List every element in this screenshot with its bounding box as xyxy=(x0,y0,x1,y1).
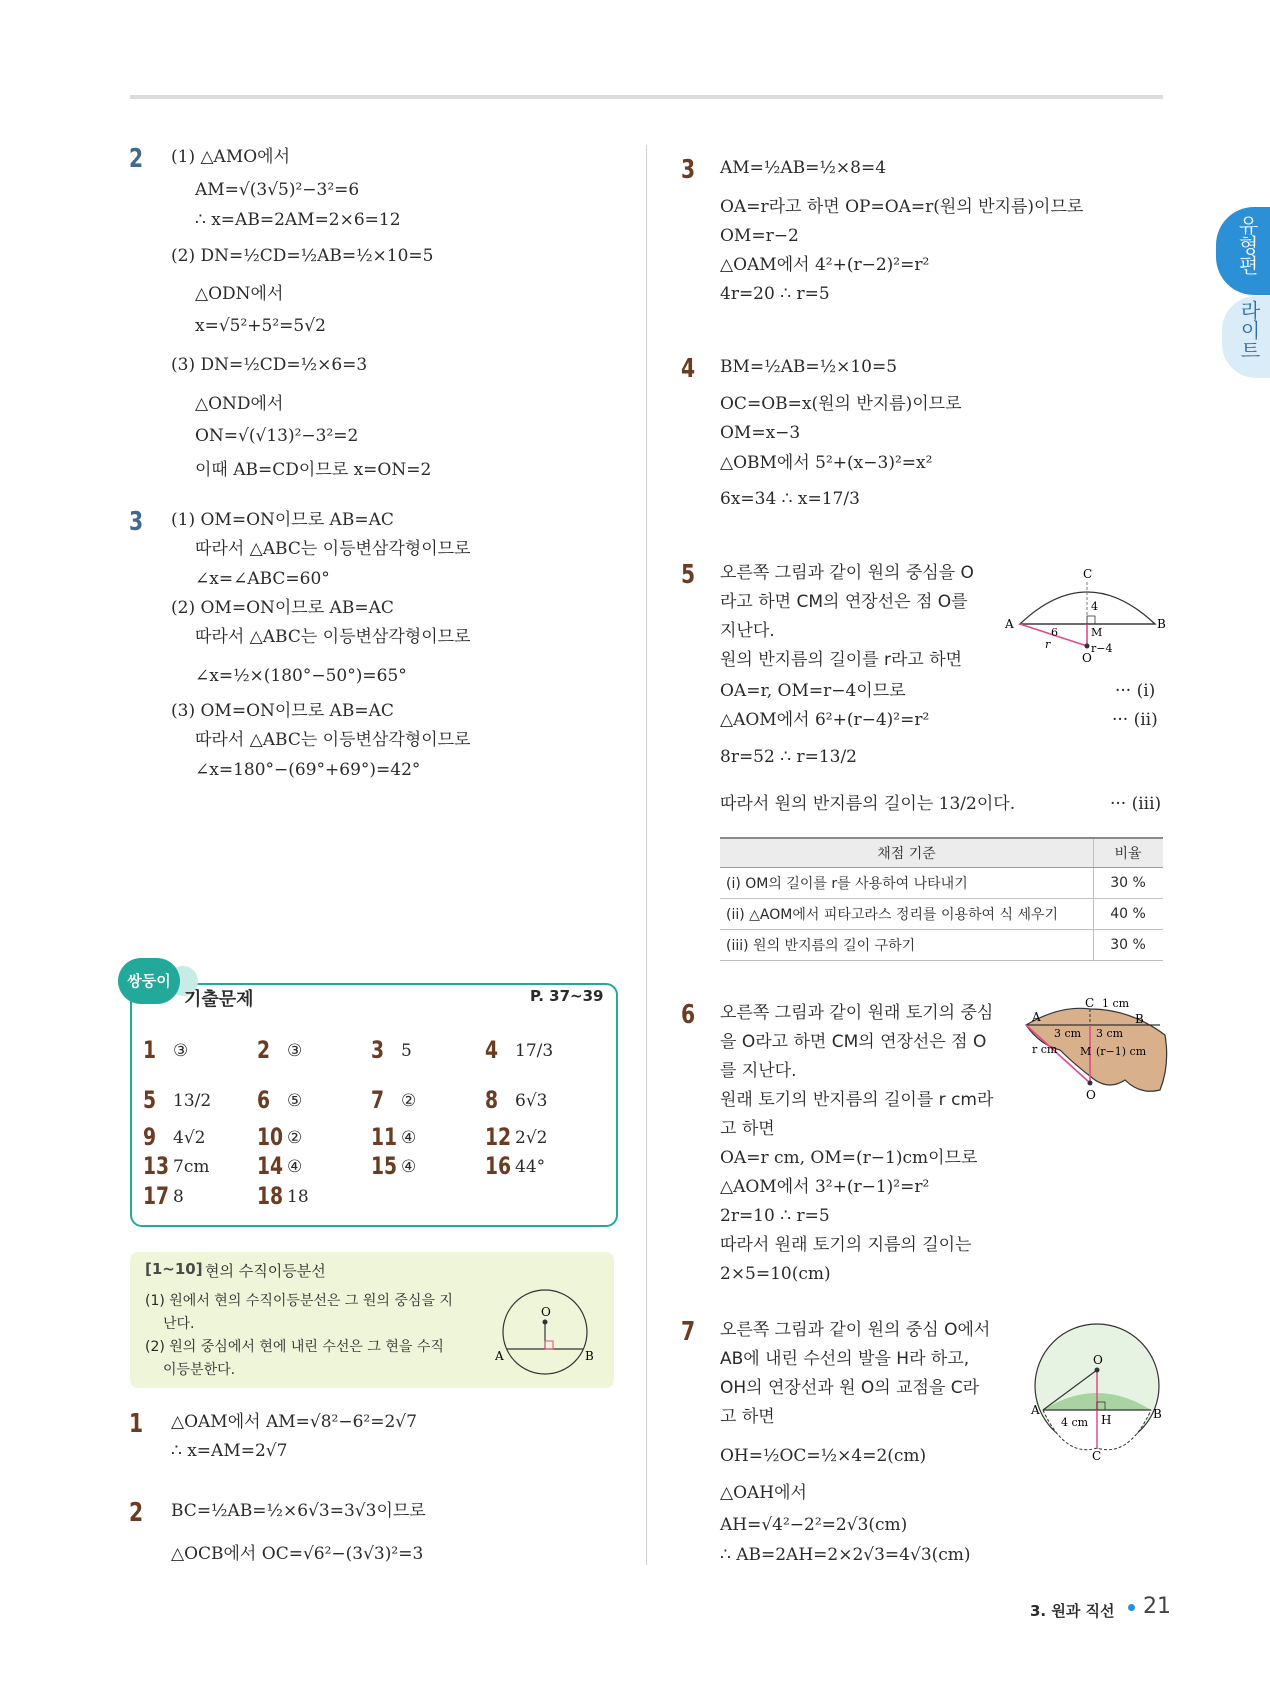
solution-line: BC=½AB=½×6√3=3√3이므로 xyxy=(171,1501,426,1521)
problem-number: 6 xyxy=(681,1000,696,1030)
solution-line: (2) OM=ON이므로 AB=AC xyxy=(171,598,394,618)
answer-value: 17/3 xyxy=(515,1041,554,1061)
answer-value: ④ xyxy=(401,1157,417,1177)
table-row xyxy=(720,868,1163,899)
solution-line: (1) △AMO에서 xyxy=(171,147,291,167)
table-cell: (i) OM의 길이를 r를 사용하여 나타내기 xyxy=(720,868,1094,899)
fig-label-c: C xyxy=(1092,1449,1102,1463)
fig-label-a: A xyxy=(1032,1010,1041,1024)
solution-line: OA=r라고 하면 OP=OA=r(원의 반지름)이므로 xyxy=(720,197,1084,217)
answer-number: 2 xyxy=(257,1036,271,1064)
solution-line: ∴ x=AM=2√7 xyxy=(171,1441,288,1461)
fig-label-rm4: r−4 xyxy=(1091,642,1113,655)
solution-line: 오른쪽 그림과 같이 원래 토기의 중심 xyxy=(720,1003,994,1023)
answer-value: ③ xyxy=(287,1041,303,1061)
solution-line: (3) DN=½CD=½×6=3 xyxy=(171,355,368,375)
answer-number: 6 xyxy=(257,1086,271,1114)
solution-line: 오른쪽 그림과 같이 원의 중심을 O xyxy=(720,563,974,583)
fig-label-m: M xyxy=(1091,626,1103,639)
side-tab-secondary-label: 라이트 xyxy=(1237,300,1261,360)
concept-subtitle: 현의 수직이등분선 xyxy=(205,1262,326,1280)
solution-line: 이때 AB=CD이므로 x=ON=2 xyxy=(195,460,432,480)
answer-value: 44° xyxy=(515,1157,546,1177)
answer-number: 8 xyxy=(485,1086,499,1114)
answer-number: 10 xyxy=(257,1123,284,1151)
solution-line: x=√5²+5²=5√2 xyxy=(195,316,326,336)
fig-label-a: A xyxy=(1031,1403,1040,1417)
concept-line: (1) 원에서 현의 수직이등분선은 그 원의 중심을 지 xyxy=(145,1293,453,1309)
solution-line: 4r=20 ∴ r=5 xyxy=(720,284,830,304)
fig-label-h: H xyxy=(1101,1413,1112,1427)
fig-label-b: B xyxy=(1157,617,1166,631)
solution-line: AM=½AB=½×8=4 xyxy=(720,158,887,178)
grading-table xyxy=(720,837,1163,961)
answer-number: 15 xyxy=(371,1152,398,1180)
solution-line: 고 하면 xyxy=(720,1407,775,1427)
concept-figure xyxy=(495,1282,595,1382)
solution-line: 따라서 △ABC는 이등변삼각형이므로 xyxy=(195,627,471,647)
solution-line: OM=r−2 xyxy=(720,226,799,246)
answer-value: ④ xyxy=(287,1157,303,1177)
footer-dot xyxy=(1128,1604,1135,1611)
fig-label-a: A xyxy=(495,1349,504,1363)
fig-label-a: A xyxy=(1005,617,1014,631)
solution-line: OH의 연장선과 원 O의 교점을 C라 xyxy=(720,1378,980,1398)
answer-value: ④ xyxy=(401,1128,417,1148)
answer-number: 12 xyxy=(485,1123,512,1151)
solution-line: △OBM에서 5²+(x−3)²=x² xyxy=(720,453,933,473)
answer-number: 11 xyxy=(371,1123,398,1151)
table-row xyxy=(720,899,1163,930)
solution-line: (2) DN=½CD=½AB=½×10=5 xyxy=(171,246,434,266)
answer-title: 기출문제 xyxy=(184,989,254,1010)
side-tab-secondary[interactable] xyxy=(1222,296,1270,378)
answer-number: 4 xyxy=(485,1036,499,1064)
side-tab-primary-label: 유형편 xyxy=(1235,215,1259,275)
problem-number: 5 xyxy=(681,560,696,590)
answer-number: 1 xyxy=(143,1036,157,1064)
page-number: 21 xyxy=(1143,1594,1171,1619)
fig-label-o: O xyxy=(1086,1088,1096,1102)
solution-line: 8r=52 ∴ r=13/2 xyxy=(720,747,857,767)
solution-line: OM=x−3 xyxy=(720,423,801,443)
solution-line: 2×5=10(cm) xyxy=(720,1264,831,1284)
answer-value: ③ xyxy=(173,1041,189,1061)
fig-label-r: r xyxy=(1045,638,1051,651)
answer-number: 13 xyxy=(143,1152,170,1180)
solution-line: △OCB에서 OC=√6²−(3√3)²=3 xyxy=(171,1544,424,1564)
solution-line: 지난다. xyxy=(720,621,775,641)
solution-line: 원래 토기의 반지름의 길이를 r cm라 xyxy=(720,1090,994,1110)
solution-line: △OAM에서 AM=√8²−6²=2√7 xyxy=(171,1412,417,1432)
step-mark: ··· (i) xyxy=(1115,681,1156,701)
solution-line: ∠x=½×(180°−50°)=65° xyxy=(195,666,407,686)
solution-line: △ODN에서 xyxy=(195,284,284,304)
solution-line: 고 하면 xyxy=(720,1119,775,1139)
answer-value: ⑤ xyxy=(287,1091,303,1111)
fig-label-b: B xyxy=(585,1349,594,1363)
fig-label-l3: 3 cm xyxy=(1054,1027,1082,1040)
answer-value: 4√2 xyxy=(173,1128,206,1148)
solution-line: 따라서 △ABC는 이등변삼각형이므로 xyxy=(195,730,471,750)
solution-line: ON=√(√13)²−3²=2 xyxy=(195,426,359,446)
answer-number: 17 xyxy=(143,1182,170,1210)
table-header: 비율 xyxy=(1094,838,1164,868)
answer-badge: 쌍둥이 xyxy=(118,958,180,1004)
solution-line: △AOM에서 6²+(r−4)²=r² xyxy=(720,710,930,730)
solution-line: 을 O라고 하면 CM의 연장선은 점 O xyxy=(720,1032,987,1052)
solution-line: 따라서 △ABC는 이등변삼각형이므로 xyxy=(195,539,471,559)
problem-number: 2 xyxy=(129,144,144,174)
solution-line: AM=√(3√5)²−3²=6 xyxy=(195,180,360,200)
solution-line: BM=½AB=½×10=5 xyxy=(720,357,898,377)
side-tab-primary[interactable] xyxy=(1216,207,1270,295)
chapter-footer: 3. 원과 직선 xyxy=(1030,1602,1115,1620)
solution-line: ∴ AB=2AH=2×2√3=4√3(cm) xyxy=(720,1545,971,1565)
problem-number: 2 xyxy=(129,1498,144,1528)
solution-line: 원의 반지름의 길이를 r라고 하면 xyxy=(720,650,963,670)
fig-label-rcm: r cm xyxy=(1032,1043,1058,1056)
table-cell: 30 % xyxy=(1094,868,1164,899)
answer-value: 2√2 xyxy=(515,1128,548,1148)
solution-line: AB에 내린 수선의 발을 H라 하고, xyxy=(720,1349,970,1369)
concept-line: 난다. xyxy=(163,1316,195,1332)
solution-line: OA=r cm, OM=(r−1)cm이므로 xyxy=(720,1148,978,1168)
solution-line: △OAM에서 4²+(r−2)²=r² xyxy=(720,255,930,275)
answer-number: 16 xyxy=(485,1152,512,1180)
solution-line: OA=r, OM=r−4이므로 xyxy=(720,681,906,701)
answer-number: 9 xyxy=(143,1123,157,1151)
step-mark: ··· (ii) xyxy=(1112,710,1158,730)
solution-line: OC=OB=x(원의 반지름)이므로 xyxy=(720,394,962,414)
solution-line: 2r=10 ∴ r=5 xyxy=(720,1206,830,1226)
problem-number: 4 xyxy=(681,354,696,384)
fig-label-o: O xyxy=(1093,1353,1103,1367)
fig-label-c1: 1 cm xyxy=(1102,997,1130,1010)
step-mark: ··· (iii) xyxy=(1110,794,1162,814)
answer-number: 3 xyxy=(371,1036,385,1064)
solution-line: ∠x=180°−(69°+69°)=42° xyxy=(195,760,421,780)
answer-pages: P. 37~39 xyxy=(530,987,604,1005)
answer-value: 13/2 xyxy=(173,1091,212,1111)
fig-label-b: B xyxy=(1135,1012,1144,1026)
answer-value: ② xyxy=(401,1091,417,1111)
answer-number: 18 xyxy=(257,1182,284,1210)
problem6-figure xyxy=(1020,995,1170,1110)
fig-label-4: 4 xyxy=(1091,600,1098,613)
table-cell: 30 % xyxy=(1094,930,1164,961)
answer-value: ② xyxy=(287,1128,303,1148)
solution-line: 따라서 원래 토기의 지름의 길이는 xyxy=(720,1235,972,1255)
column-divider xyxy=(646,145,647,1565)
top-rule xyxy=(130,95,1163,99)
problem-number: 3 xyxy=(681,155,696,185)
solution-line: AH=√4²−2²=2√3(cm) xyxy=(720,1515,908,1535)
table-cell: (iii) 원의 반지름의 길이 구하기 xyxy=(720,930,1094,961)
fig-label-m: M xyxy=(1080,1045,1092,1058)
fig-label-b: B xyxy=(1153,1407,1162,1421)
table-row xyxy=(720,930,1163,961)
fig-label-o: O xyxy=(1082,651,1092,665)
solution-line: 를 지난다. xyxy=(720,1061,797,1081)
table-cell: (ii) △AOM에서 피타고라스 정리를 이용하여 식 세우기 xyxy=(720,899,1094,930)
fig-label-r3: 3 cm xyxy=(1096,1027,1124,1040)
solution-line: △OND에서 xyxy=(195,394,284,414)
answer-number: 14 xyxy=(257,1152,284,1180)
fig-label-c: C xyxy=(1085,996,1095,1010)
solution-line: 오른쪽 그림과 같이 원의 중심 O에서 xyxy=(720,1320,991,1340)
solution-line: △OAH에서 xyxy=(720,1483,807,1503)
solution-line: 따라서 원의 반지름의 길이는 13/2이다. xyxy=(720,794,1016,814)
concept-line: 이등분한다. xyxy=(163,1362,236,1378)
answer-number: 5 xyxy=(143,1086,157,1114)
answer-number: 7 xyxy=(371,1086,385,1114)
answer-value: 8 xyxy=(173,1187,184,1207)
answer-value: 5 xyxy=(401,1041,412,1061)
solution-line: ∴ x=AB=2AM=2×6=12 xyxy=(195,210,401,230)
problem5-figure xyxy=(1005,562,1170,672)
fig-label-len: 4 cm xyxy=(1061,1416,1089,1429)
solution-line: 라고 하면 CM의 연장선은 점 O를 xyxy=(720,592,968,612)
problem7-figure xyxy=(1025,1318,1170,1463)
fig-label-r1: (r−1) cm xyxy=(1096,1045,1147,1058)
problem-number: 1 xyxy=(129,1409,144,1439)
answer-value: 6√3 xyxy=(515,1091,548,1111)
solution-line: (1) OM=ON이므로 AB=AC xyxy=(171,510,394,530)
solution-line: △AOM에서 3²+(r−1)²=r² xyxy=(720,1177,930,1197)
solution-line: ∠x=∠ABC=60° xyxy=(195,569,330,589)
answer-value: 18 xyxy=(287,1187,309,1207)
fig-label-c: C xyxy=(1083,567,1093,581)
fig-label-6: 6 xyxy=(1051,626,1058,639)
table-cell: 40 % xyxy=(1094,899,1164,930)
solution-line: 6x=34 ∴ x=17/3 xyxy=(720,489,860,509)
solution-line: OH=½OC=½×4=2(cm) xyxy=(720,1446,927,1466)
problem-number: 7 xyxy=(681,1317,696,1347)
answer-value: 7cm xyxy=(173,1157,210,1177)
table-header: 채점 기준 xyxy=(720,838,1094,868)
concept-line: (2) 원의 중심에서 현에 내린 수선은 그 현을 수직 xyxy=(145,1339,444,1355)
concept-title: [1~10] xyxy=(145,1260,203,1278)
problem-number: 3 xyxy=(129,507,144,537)
solution-line: (3) OM=ON이므로 AB=AC xyxy=(171,701,394,721)
fig-label-o: O xyxy=(541,1305,551,1319)
